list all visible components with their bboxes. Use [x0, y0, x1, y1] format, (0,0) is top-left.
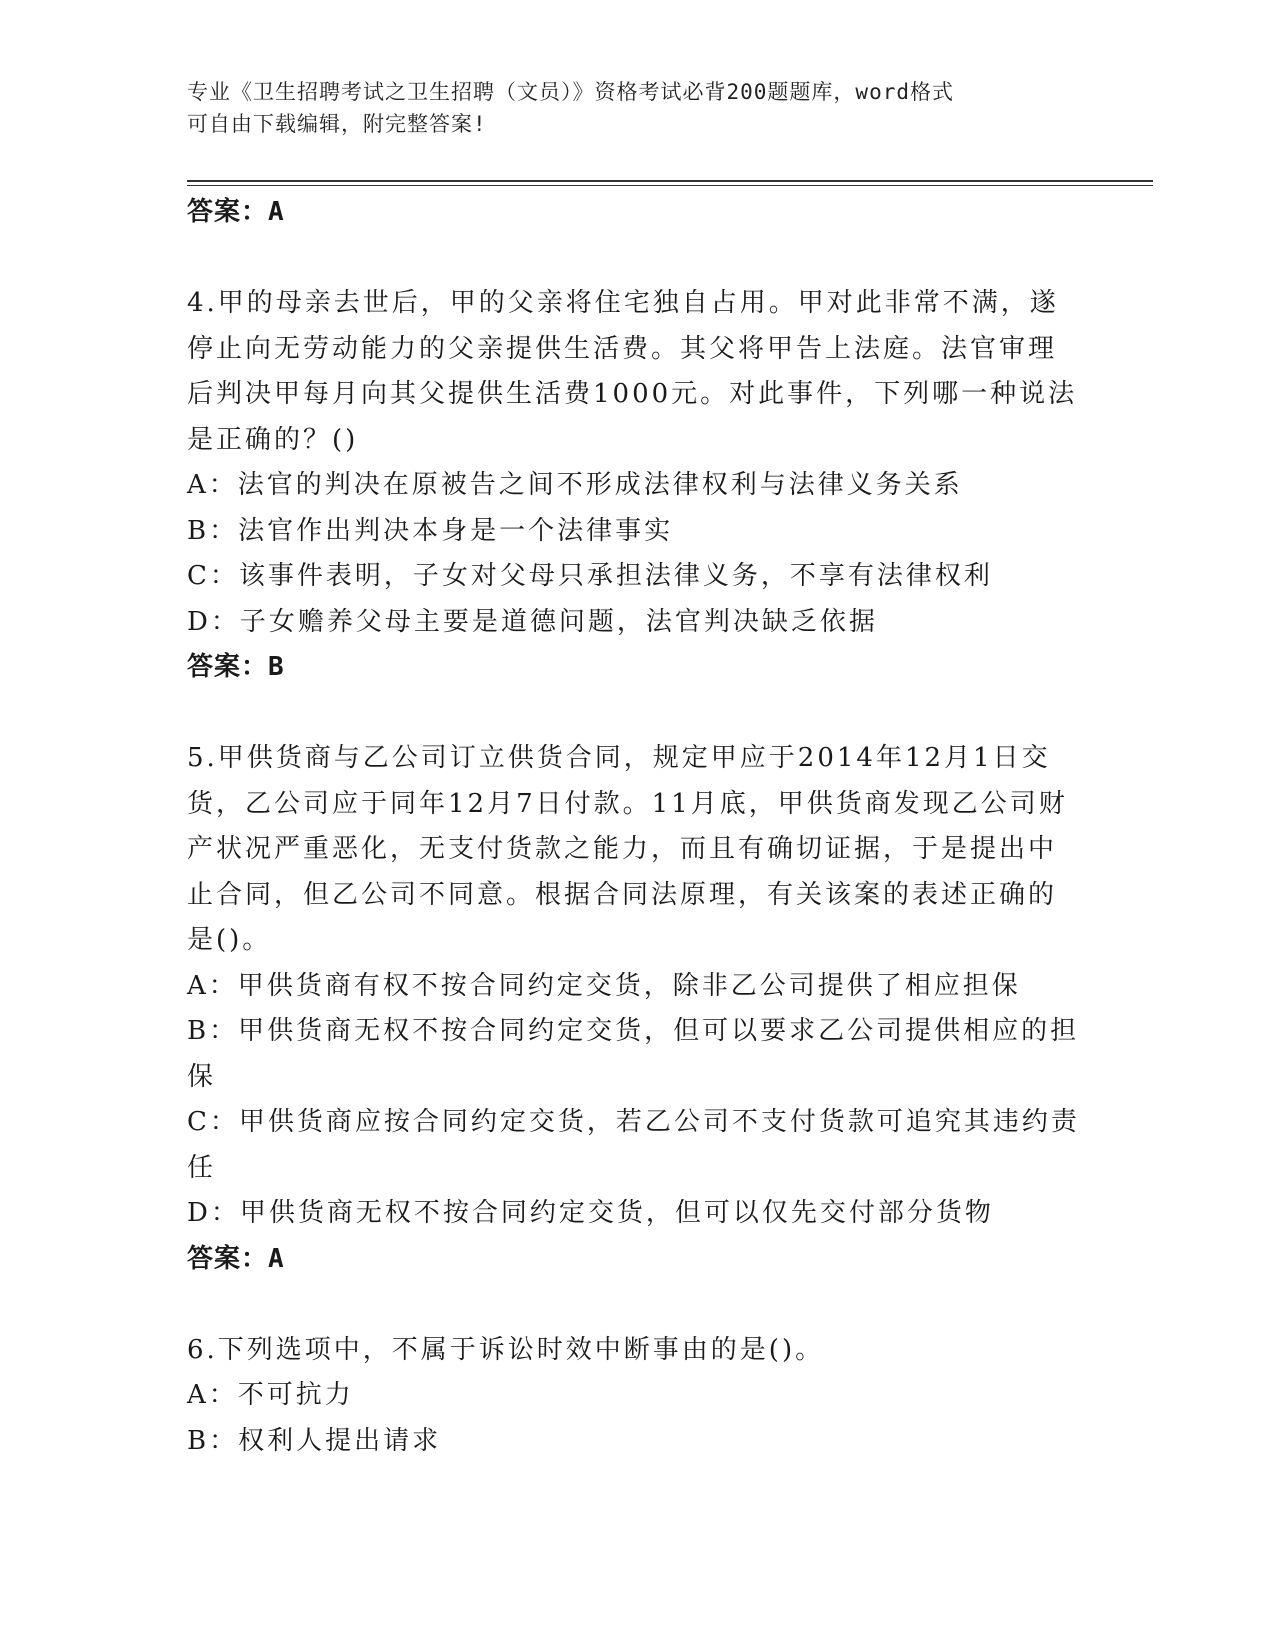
spacer — [187, 236, 1087, 282]
question-list — [187, 190, 1087, 1464]
option-c: C：甲供货商应按合同约定交货，若乙公司不支付货款可追究其违约责 — [187, 1107, 1080, 1137]
question-block — [187, 736, 1087, 1282]
header-line-1: 专业《卫生招聘考试之卫生招聘（文员）》资格考试必背200题题库，word格式 — [187, 80, 954, 104]
question-stem-line: 货，乙公司应于同年12月7日付款。11月底，甲供货商发现乙公司财 — [187, 788, 1068, 819]
question-stem-line: 是()。 — [187, 925, 272, 955]
header-line-2: 可自由下载编辑，附完整答案! — [187, 112, 487, 136]
question-stem-line: 4.甲的母亲去世后，甲的父亲将住宅独自占用。甲对此非常不满，遂 — [187, 288, 1059, 318]
option-b: B：权利人提出请求 — [187, 1425, 442, 1456]
answer-label: 答案：A — [187, 1243, 285, 1274]
previous-answer: 答案：A — [187, 197, 285, 227]
question-stem-line: 是正确的？() — [187, 424, 359, 455]
option-c: C：该事件表明，子女对父母只承担法律义务，不享有法律权利 — [187, 561, 993, 591]
answer-label: 答案：B — [187, 652, 285, 682]
spacer — [187, 1282, 1087, 1328]
question-stem-line: 产状况严重恶化，无支付货款之能力，而且有确切证据，于是提出中 — [187, 834, 1058, 864]
question-stem-line: 5.甲供货商与乙公司订立供货合同，规定甲应于2014年12月1日交 — [187, 743, 1051, 773]
option-a: A：甲供货商有权不按合同约定交货，除非乙公司提供了相应担保 — [187, 970, 1021, 1001]
option-c-continued: 任 — [187, 1152, 217, 1183]
spacer — [187, 691, 1087, 737]
option-d: D：甲供货商无权不按合同约定交货，但可以仅先交付部分货物 — [187, 1198, 994, 1228]
question-stem-line: 6.下列选项中，不属于诉讼时效中断事由的是()。 — [187, 1334, 825, 1365]
question-stem-line: 后判决甲每月向其父提供生活费1000元。对此事件，下列哪一种说法 — [187, 379, 1078, 409]
question-stem-line: 止合同，但乙公司不同意。根据合同法原理，有关该案的表述正确的 — [187, 879, 1058, 910]
option-b: B：法官作出判决本身是一个法律事实 — [187, 515, 674, 546]
option-a: A：法官的判决在原被告之间不形成法律权利与法律义务关系 — [187, 470, 963, 500]
option-a: A：不可抗力 — [187, 1380, 354, 1410]
option-b-continued: 保 — [187, 1061, 217, 1092]
option-d: D：子女赡养父母主要是道德问题，法官判决缺乏依据 — [187, 606, 878, 637]
question-block — [187, 1328, 1087, 1465]
option-b: B：甲供货商无权不按合同约定交货，但可以要求乙公司提供相应的担 — [187, 1016, 1080, 1046]
header-divider-thick — [187, 180, 1153, 182]
header-divider-thin — [187, 185, 1153, 186]
document-header — [187, 76, 1067, 140]
question-block — [187, 281, 1087, 691]
question-stem-line: 停止向无劳动能力的父亲提供生活费。其父将甲告上法庭。法官审理 — [187, 333, 1058, 364]
